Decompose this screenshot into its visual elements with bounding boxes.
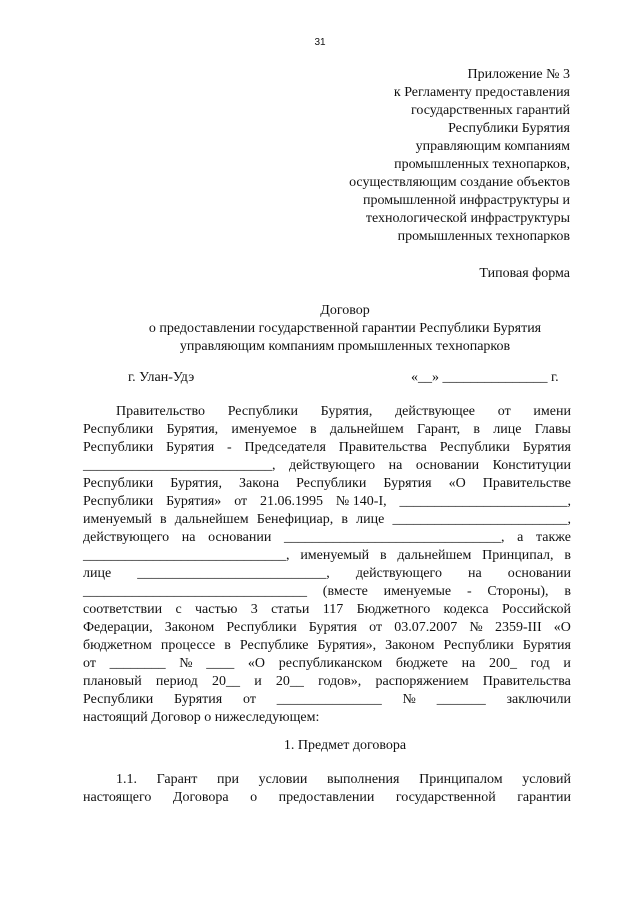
word: Республики: [83, 494, 154, 509]
word: именуемый: [83, 512, 152, 527]
word: ________________________,: [399, 494, 571, 509]
word: Договора: [172, 790, 229, 805]
word: №: [402, 692, 416, 707]
word: на: [468, 566, 482, 581]
word: в: [473, 422, 481, 437]
text-line: [83, 788, 571, 806]
word: Бурятия: [308, 620, 357, 635]
word: действующее: [395, 404, 476, 419]
title-line: управляющим компаниям промышленных технопарков: [179, 339, 511, 354]
word: также: [535, 530, 571, 545]
word: Бурятия: [522, 638, 571, 653]
word: Законом: [164, 620, 215, 635]
word: ____: [206, 656, 235, 671]
word: распоряжением: [375, 674, 469, 689]
word: Бурятия,: [320, 404, 373, 419]
word: частью: [194, 602, 238, 617]
word: Бурятия: [166, 440, 215, 455]
word: Бенефициар,: [256, 512, 334, 527]
word: Бурятия: [383, 476, 432, 491]
word: Бурятия: [522, 440, 571, 455]
word: ________: [109, 656, 166, 671]
word: _____________________________,: [83, 548, 290, 563]
appendix-line: Приложение № 3: [467, 67, 570, 82]
word: а: [517, 530, 524, 545]
word: лице: [493, 422, 522, 437]
word: 117: [322, 602, 344, 617]
word: период: [155, 674, 198, 689]
word: Республики: [227, 404, 298, 419]
text-line: [83, 439, 571, 457]
word: действующего: [83, 530, 170, 545]
word: имени: [533, 404, 571, 419]
text-line: [83, 601, 571, 619]
text-line: [83, 619, 571, 637]
word: от: [83, 656, 96, 671]
place-of-signing: г. Улан-Удэ: [128, 370, 195, 385]
word: статьи: [271, 602, 310, 617]
word: и: [254, 674, 262, 689]
word: заключили: [506, 692, 571, 707]
appendix-line: управляющим компаниям: [415, 139, 570, 154]
word: 2359-III: [494, 620, 542, 635]
word: Республики: [226, 620, 297, 635]
text-line: [83, 565, 571, 583]
word: годов»,: [318, 674, 362, 689]
word: №: [469, 620, 483, 635]
section-paragraph: [83, 770, 571, 806]
title-line: о предоставлении государственной гарантии Республики Бурятия: [148, 321, 542, 336]
word: дальнейшем: [329, 422, 404, 437]
text-line: [83, 403, 571, 421]
word: Гарант: [156, 772, 198, 787]
word: действующего: [355, 566, 442, 581]
word: Правительства: [338, 440, 427, 455]
word: с: [175, 602, 182, 617]
word: именуемые: [383, 584, 452, 599]
word: основании: [415, 458, 480, 473]
word: в: [379, 548, 387, 563]
word: в: [564, 584, 571, 599]
word: Бурятия»: [166, 494, 222, 509]
section-title: 1. Предмет договора: [283, 738, 407, 753]
text-line: [83, 529, 571, 547]
word: Республики: [83, 476, 154, 491]
word: на: [388, 458, 403, 473]
word: в: [224, 638, 231, 653]
word: Законом: [385, 638, 435, 653]
word: в: [341, 512, 348, 527]
word: Бурятия: [174, 692, 223, 707]
word: Принципалом: [419, 772, 503, 787]
word: республиканском: [278, 656, 383, 671]
word: на: [181, 530, 196, 545]
word: действующего: [289, 458, 376, 473]
text-line: [83, 583, 571, 601]
word: условии: [258, 772, 308, 787]
appendix-line: технологической инфраструктуры: [365, 211, 570, 226]
appendix-header: [240, 66, 570, 246]
word: Правительства: [482, 674, 571, 689]
text-line: [83, 655, 571, 673]
date-line: «__» _______________ г.: [411, 370, 559, 385]
word: №: [179, 656, 193, 671]
word: плановый: [83, 674, 142, 689]
text-line: [83, 421, 571, 439]
word: о: [250, 790, 258, 805]
appendix-line: промышленных технопарков: [397, 229, 570, 244]
word: соответствии: [83, 602, 163, 617]
word: Принципал,: [482, 548, 554, 563]
word: лице: [83, 566, 112, 581]
word: гарантии: [517, 790, 571, 805]
word: условий: [522, 772, 571, 787]
appendix-line: Республики Бурятия: [448, 121, 570, 136]
word: государственной: [395, 790, 496, 805]
word: Республики: [296, 476, 367, 491]
form-type-label: Типовая форма: [479, 266, 570, 281]
word: настоящий Договор о нижеследующем:: [83, 710, 320, 725]
word: именуемый: [300, 548, 370, 563]
word: 3: [250, 602, 258, 617]
word: 03.07.2007: [394, 620, 458, 635]
word: процессе: [160, 638, 216, 653]
word: № 140-I,: [335, 494, 387, 509]
word: «О: [553, 620, 571, 635]
word: Главы: [534, 422, 571, 437]
document-title: [0, 302, 640, 356]
word: кодекса: [443, 602, 489, 617]
word: год: [530, 656, 550, 671]
word: 20__: [212, 674, 240, 689]
word: Республики: [83, 422, 154, 437]
word: 20__: [275, 674, 304, 689]
word: от: [234, 494, 248, 509]
word: Бурятия,: [166, 422, 219, 437]
word: Правительство: [116, 404, 205, 419]
word: Закона: [239, 476, 280, 491]
text-line: [83, 493, 571, 511]
word: лице: [356, 512, 385, 527]
word: на: [461, 656, 476, 671]
word: Стороны),: [487, 584, 549, 599]
word: от: [497, 404, 511, 419]
word: настоящего: [83, 790, 152, 805]
word: от: [243, 692, 256, 707]
word: -: [466, 584, 472, 599]
text-line: [83, 457, 571, 475]
word: основании: [208, 530, 272, 545]
word: Председателя: [244, 440, 326, 455]
word: в: [564, 548, 571, 563]
word: Конституции: [492, 458, 571, 473]
word: Республике: [239, 638, 309, 653]
text-line: [83, 511, 571, 529]
word: предоставлении: [278, 790, 375, 805]
word: _______________: [276, 692, 382, 707]
title-line: Договор: [320, 303, 370, 318]
word: Правительстве: [482, 476, 571, 491]
word: Республики: [83, 440, 154, 455]
preamble-paragraph: [83, 403, 571, 727]
word: именуемое: [231, 422, 297, 437]
word: Республики: [443, 638, 514, 653]
word: Российской: [501, 602, 571, 617]
word: в: [160, 512, 167, 527]
text-line: [83, 547, 571, 565]
appendix-line: промышленных технопарков,: [394, 157, 570, 172]
word: «О: [448, 476, 466, 491]
word: бюджетном: [83, 638, 152, 653]
word: выполнения: [327, 772, 400, 787]
word: в: [309, 422, 317, 437]
word: Федерации,: [83, 620, 153, 635]
text-line: [83, 770, 571, 788]
word: ___________________________,: [137, 566, 330, 581]
word: ________________________________: [83, 584, 307, 599]
appendix-line: государственных гарантий: [411, 103, 570, 118]
appendix-line: к Регламенту предоставления: [393, 85, 570, 100]
word: 21.06.1995: [260, 494, 324, 509]
word: основании: [507, 566, 571, 581]
text-line: [83, 637, 571, 655]
word: ___________________________,: [83, 458, 276, 473]
text-line: [83, 709, 571, 727]
word: _________________________,: [392, 512, 571, 527]
word: Республики: [439, 440, 510, 455]
word: и: [563, 656, 571, 671]
word: при: [217, 772, 239, 787]
word: «О: [247, 656, 266, 671]
word: дальнейшем: [397, 548, 472, 563]
word: _______________________________,: [283, 530, 505, 545]
page-number: 31: [314, 37, 326, 48]
appendix-line: промышленной инфраструктуры и: [363, 193, 570, 208]
word: Бюджетного: [356, 602, 431, 617]
word: от: [369, 620, 383, 635]
word: Республики: [83, 692, 154, 707]
word: 1.1.: [116, 772, 137, 787]
text-line: [83, 673, 571, 691]
word: Бурятия»,: [317, 638, 377, 653]
word: бюджете: [395, 656, 448, 671]
word: _______: [436, 692, 486, 707]
word: Гарант,: [416, 422, 461, 437]
word: 200_: [488, 656, 517, 671]
word: дальнейшем: [174, 512, 249, 527]
word: -: [227, 440, 232, 455]
word: Бурятия,: [170, 476, 222, 491]
word: (вместе: [322, 584, 368, 599]
appendix-line: осуществляющим создание объектов: [349, 175, 570, 190]
text-line: [83, 475, 571, 493]
text-line: [83, 691, 571, 709]
